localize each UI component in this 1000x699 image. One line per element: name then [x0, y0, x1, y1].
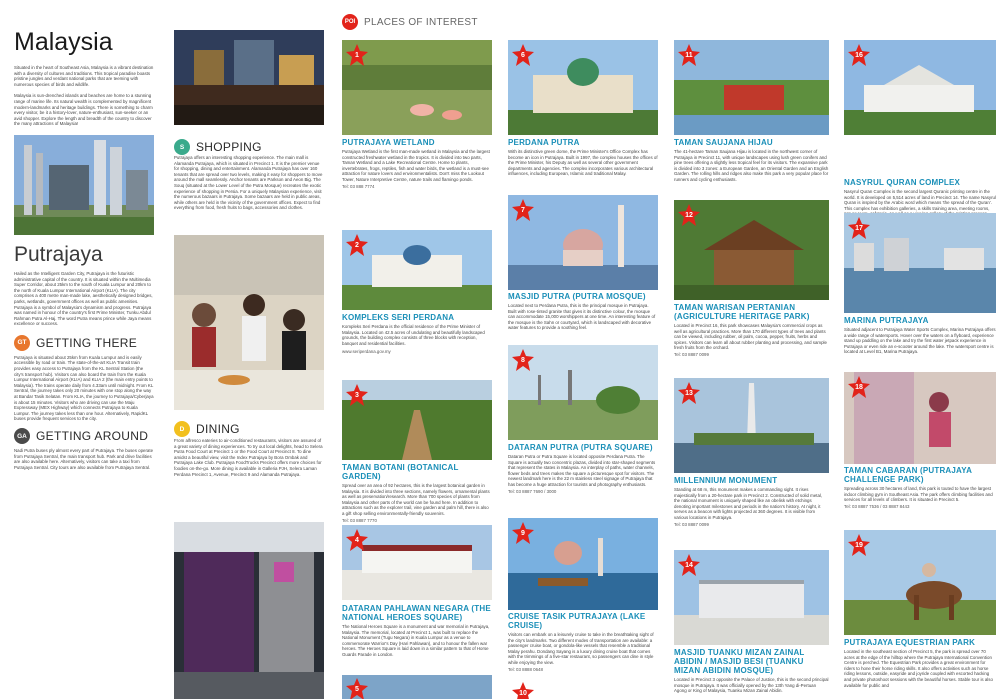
- poi-2-title: KOMPLEKS SERI PERDANA: [342, 313, 455, 322]
- poi-17-text: Situated adjacent to Putrajaya Water Sports Complex, Marina Putrajaya offers a wide range of watersports. Hover over the waters on a flyboard, experience stand up paddling on the lake and try the first water jetpack experience in Putrajaya or even ride an e-scooter around the lake. The watersport centre is located at Level B1, Marina Putrajaya.: [844, 327, 996, 355]
- poi-13: [674, 476, 829, 527]
- dining-photo: [174, 235, 324, 410]
- poi-4: [342, 604, 492, 658]
- poi-18-marker: 18: [848, 376, 870, 398]
- poi-2-text: Kompleks Seri Perdana is the official residence of the Prime Minister of Malaysia. Located on 42.5 acres of undulating and beautifully landscaped grounds, the building complex consists of three blocks with reception, banquet and residential facilities.: [342, 324, 485, 346]
- train-station-photo: [174, 522, 324, 699]
- poi-18-tel: Tel: 03 8887 7536 / 03 8887 8443: [844, 503, 910, 509]
- poi-4-text: The National Heroes Square is a monument and war memorial in Putrajaya, Malaysia. The memorial, located at Precinct 1, was built to replace the National Monument (Tugu Negara) in Kuala Lumpur as a venue to commemorate Warrior's Day (Hari Pahlawan), and to honour the fallen war heroes. The Heroes Square is laid down in a similar pattern to that of Horse Guards Parade in London.: [342, 624, 490, 657]
- dining-text: From alfresco eateries to air-conditioned restaurants, visitors are assured of a great variety of dining experiences. To try out local delights, head to Selera Putra Food Court at Precinct 1 or the Food Court at Precinct 8. To dine amidst a beautiful view, visit the Index Putrajaya by Bora Ombak and Putrajaya Lake Club. Putrajaya FoodTrucks Precinct offers more choices for foodies on-the-go. More dining is available in Galleria PJH, Selera Laman Perdana Precinct 1, Avenue, Precinct 9 and Alamanda Putrajaya.: [174, 438, 323, 477]
- poi-8-title: DATARAN PUTRA (PUTRA SQUARE): [508, 443, 653, 452]
- poi-13-tel: Tel: 03 8887 0099: [674, 521, 709, 527]
- intro-paragraph-1: Situated in the heart of Southeast Asia, Malaysia is a vibrant destination with a diversity of cultures and traditions. This tropical paradise boasts pristine jungles and verdant national parks that are teeming with numerous species of birds and wildlife.: [14, 65, 154, 87]
- poi-12: [674, 303, 829, 357]
- poi-12-marker: 12: [678, 204, 700, 226]
- poi-1-marker: 1: [346, 44, 368, 66]
- twin-towers-photo: [14, 135, 154, 235]
- poi-3-text: Spread over an area of 92 hectares, this is the largest botanical garden in Malaysia. It is divided into three sections, namely flowers, ornamental plants as well as preservation/research. More than 700 species of plants from Malaysia and other parts of the world can be found here. In addition to attractions such as the explorer trail, vine garden and palm hill, there is also a gift shop selling environmentally-friendly souvenirs.: [342, 483, 490, 516]
- poi-9-tel: Tel: 03 8888 0648: [508, 666, 543, 672]
- shopping-title: SHOPPING: [196, 140, 262, 154]
- getting-around-title: GETTING AROUND: [36, 429, 149, 443]
- poi-12-title: TAMAN WARISAN PERTANIAN (AGRICULTURE HERITAGE PARK): [674, 303, 810, 321]
- shopping-dining-column: [170, 0, 330, 699]
- getting-there-badge: GT: [14, 335, 30, 351]
- poi-19: [844, 638, 996, 688]
- poi-6: [508, 138, 658, 177]
- putrajaya-paragraph: Hailed as the Intelligent Garden City, Putrajaya is the futuristic administrative capital of the country. It is situated within the Multimedia Super Corridor, about 25km to the south of Kuala Lumpur and 20km to the north of Kuala Lumpur International Airport (KLIA). The city comprises a 400 metre man-made lake, aesthetically designed bridges, parks, wetlands, government offices as well as public amenities. Putrajaya is a symbol of Malaysia's dynamism and progress. Putrajaya was named in honour of the country's first Prime Minister, Tunku Abdul Rahman Putra Al-Haj. The word Putra means prince while Jaya means excellence or success.: [14, 270, 153, 327]
- poi-7: [508, 292, 658, 331]
- poi-9-text: Visitors can embark on a leisurely cruise to take in the breathtaking sight of the city's landmarks. Two different modes of transportation are available: a passenger cruise boat, or gondola-like vessels that resemble a traditional Malay perahu. Dondang Sayang is a luxury dining cruise boat that comes with the trimmings of a five-star restaurant, so passengers can dine in style while enjoying the view.: [508, 632, 654, 665]
- shopping-header: [174, 139, 262, 155]
- poi-17-marker: 17: [848, 217, 870, 239]
- poi-11: [674, 138, 829, 183]
- poi-16-title: NASYRUL QURAN COMPLEX: [844, 178, 961, 187]
- poi-2-tel: www.seriperdana.gov.my: [342, 349, 391, 355]
- poi-6-marker: 6: [512, 44, 534, 66]
- poi-3: [342, 463, 492, 523]
- poi-11-marker: 11: [678, 44, 700, 66]
- dining-header: [174, 421, 240, 437]
- poi-9: [508, 612, 658, 672]
- poi-3-title: TAMAN BOTANI (BOTANICAL GARDEN): [342, 463, 459, 481]
- poi-19-text: Located in the southeast section of Precinct 5, the park is spread over 70 acres at the edge of the hilltop where the Putrajaya International Convention Centre is perched. The Equestrian Park provides a great environment for riders to hone their horse riding skills. It also offers activities such as horse riding lessons, outside, easyride and joyride coupled with escorted hacking and private photoshoot sessions with the beautiful horses. Stable tour is also available for public and: [844, 649, 993, 688]
- getting-around-header: [14, 428, 154, 444]
- poi-header-title: PLACES OF INTEREST: [364, 16, 478, 28]
- poi-4-marker: 4: [346, 529, 368, 551]
- poi-12-text: Located in Precinct 16, this park showcases Malaysia's commercial crops as well as agricultural practices. More than 170 different types of trees and plants can be viewed, including rubber, oil palm, cocoa, pepper, fruits, herbs and spices. Visitors can learn all about rubber planting and processing, and sample fresh fruits from the orchard.: [674, 323, 827, 351]
- poi-8-text: Dataran Putra or Putra Square is located opposite Perdana Putra. The Square is actually two concentric plazas, divided into star-shaped segments that represent the states in Malaysia. An interplay of paths, water channels, flower beds and trees makes the square a picturesque spot for visitors. The newest landmark here is the 22 m stainless steel signage of Putrajaya that has become a huge attraction for tourists and photography enthusiasts.: [508, 454, 656, 487]
- poi-1-text: Putrajaya Wetland is the first man-made wetland in Malaysia and the largest constructed freshwater wetland in the tropics. It is divided into two parts, Taman Wetland and a Lake Recreational Centre. Home to plants, invertebrates, frogs, reptiles, fish and water birds, the wetland is a must-see attraction for nature lovers and environmentalists. Don't miss the Lookout Tower, Nature Interpretive Centre, nature trails and flamingo ponds.: [342, 149, 490, 182]
- poi-4-title: DATARAN PAHLAWAN NEGARA (THE NATIONAL HEROES SQUARE): [342, 604, 491, 622]
- poi-3-tel: Tel: 03 8887 7770: [342, 517, 377, 523]
- getting-around-text: Nadi Putra buses ply almost every part of Putrajaya. The buses operate from Putrajaya Sentral, the main transport hub. Park and drive facilities are also available here. Alternatively, visitors can take a taxi from Putrajaya Sentral. City tours are also available from Putrajaya Sentral.: [14, 448, 154, 470]
- poi-1-title: PUTRAJAYA WETLAND: [342, 138, 435, 147]
- getting-around-badge: GA: [14, 428, 30, 444]
- poi-7-text: Located next to Perdana Putra, this is the principal mosque in Putrajaya. Built with rose-tinted granite that gives it its distinctive colour, the mosque can accommodate 15,000 worshippers at one time. An interesting feature of the mosque is the Sahn or courtyard, which is landscaped with decorative water features to provide a soothing feel.: [508, 303, 656, 331]
- shopping-badge: S: [174, 139, 190, 155]
- poi-header: [342, 14, 478, 30]
- poi-5-marker: 5: [346, 678, 368, 699]
- poi-12-tel: Tel: 03 8887 0099: [674, 351, 709, 357]
- mall-photo: [174, 30, 324, 125]
- poi-column-1: [338, 0, 498, 699]
- poi-10-marker: 10: [512, 682, 534, 699]
- poi-9-title: CRUISE TASIK PUTRAJAYA (LAKE CRUISE): [508, 612, 646, 630]
- poi-6-text: With its distinctive green dome, the Prime Minister's Office Complex has become an icon in Putrajaya. Built in 1997, the complex houses the offices of the Prime Minister, his Deputy as well as several other government departments and agencies. The complex incorporates various architectural influences, including European, Islamic and traditional Malay.: [508, 149, 658, 177]
- getting-there-header: [14, 335, 154, 351]
- getting-there-title: GETTING THERE: [36, 335, 138, 350]
- poi-6-title: PERDANA PUTRA: [508, 138, 580, 147]
- poi-11-title: TAMAN SAUJANA HIJAU: [674, 138, 773, 147]
- poi-8-tel: Tel: 03 8887 7690 / 3000: [508, 488, 557, 494]
- putrajaya-title: Putrajaya: [14, 242, 103, 266]
- intro-paragraph-2: Malaysia is sun-drenched islands and beaches are home to a stunning range of marine life. Its natural wealth is complemented by magnificent modern-landmarks and heritage buildings. There is something to charm every visitor, be it a history-lover, nature-enthusiast, sun-seeker or an avid shopper. Explore the length and breadth of the country to discover the many attractions of Malaysia!: [14, 93, 153, 127]
- poi-17-title: MARINA PUTRAJAYA: [844, 316, 929, 325]
- poi-7-marker: 7: [512, 199, 534, 221]
- poi-14-text: Located in Precinct 3 opposite the Palace of Justice, this is the second principal mosque in Putrajaya. It was officially opened by the 13th Yang di-Pertuan Agong or King of Malaysia, Tuanku Mizan Zainal Abidin.: [674, 677, 829, 694]
- poi-14-title: MASJID TUANKU MIZAN ZAINAL ABIDIN / MASJID BESI (TUANKU MIZAN ABIDIN MOSQUE): [674, 648, 805, 675]
- poi-1: [342, 138, 492, 189]
- poi-column-4: [840, 0, 1000, 699]
- dining-badge: D: [174, 421, 190, 437]
- poi-16: [844, 178, 996, 217]
- poi-11-text: The 41-hectare Taman Saujana Hijau is located in the northwest corner of Putrajaya in Precinct 11, with unique landscapes using lush green conifers and pine trees offering a slightly less tropical feel for its visitors. The expansive park is divided into 3 zones: a European Garden, an Oriental Garden and an English Garden. The rolling hills and ridges also make this park a very popular place for runners and cycling enthusiasts.: [674, 149, 829, 182]
- poi-badge: POI: [342, 14, 358, 30]
- poi-14-marker: 14: [678, 554, 700, 576]
- poi-14: [674, 648, 829, 694]
- poi-column-3: [670, 0, 835, 699]
- poi-2: [342, 313, 492, 354]
- poi-19-title: PUTRAJAYA EQUESTRIAN PARK: [844, 638, 976, 647]
- poi-16-text: Nasyrul Quran Complex is the second largest Quranic printing centre in the world. It is developed on 5,514 acres of land in Precinct 14. The name Nasyrul Quran is inspired by the Arabic word which means 'the spread of the Quran'. This complex has exhibition galleries, a skills training area, meeting rooms,: [844, 189, 996, 211]
- poi-13-title: MILLENNIUM MONUMENT: [674, 476, 778, 485]
- poi-1-tel: Tel: 03 888 7774: [342, 183, 375, 189]
- poi-column-2: [504, 0, 664, 699]
- poi-18-title: TAMAN CABARAN (PUTRAJAYA CHALLENGE PARK): [844, 466, 972, 484]
- poi-7-title: MASJID PUTRA (PUTRA MOSQUE): [508, 292, 646, 301]
- page-title: Malaysia: [14, 28, 113, 56]
- poi-3-marker: 3: [346, 384, 368, 406]
- poi-9-marker: 9: [512, 522, 534, 544]
- getting-there-text: Putrajaya is situated about 25km from Kuala Lumpur and is easily accessible by road or train. The state-of-the-art KLIA Transit train provides easy access to Putrajaya from the KL Sentral Station (the city's transport hub). Visitors can also board the train from the Kuala Lumpur International Airport (KLIA) and KLIA 2 (the main entry points to Malaysia). The trains operate daily from 4.33am until midnight. From KL Sentral, the journey takes only 20 minutes with one stop along the way at Bandar Tasik Selatan. From KLIA, the journey to Putrajaya/Cyberjaya is about 15 minutes. Visitors who are driving can use the Maju Expressway (MEX Highway) which connects Putrajaya to Kuala Lumpur. The journey takes less than one hour. Alternatively, RapidKL buses provide frequent services to the city.: [14, 354, 154, 422]
- poi-13-text: Standing at 68 m, this monument makes a commanding sight. It rises majestically from a 20-hectare park in Precinct 2. Constructed of solid metal, the national monument is uniquely shaped like an obelisk with etchings denoting important milestones and periods in the nation's history. At night, it serves as a beacon with lights projected at 360 degrees. It is visible from various locations in Putrajaya.: [674, 487, 823, 520]
- poi-8: [508, 443, 658, 494]
- intro-column: [0, 0, 168, 699]
- poi-8-marker: 8: [512, 349, 534, 371]
- poi-18-text: Spreading across 30 hectares of land, this park is touted to have the largest indoor climbing gym in Southeast Asia. The park offers climbing facilities and services for all levels of climbers. It is situated in Precinct 5.: [844, 486, 993, 503]
- poi-2-marker: 2: [346, 234, 368, 256]
- poi-17: [844, 316, 996, 355]
- poi-16-marker: 16: [848, 44, 870, 66]
- poi-13-marker: 13: [678, 382, 700, 404]
- dining-title: DINING: [196, 422, 240, 436]
- shopping-text: Putrajaya offers an interesting shopping experience. The main mall is Alamanda Putrajaya, which is situated in Precinct 1. It is the premier venue for shopping, dining and entertainment. Alamanda Putrajaya has over 160 tenants that are spread over two levels, making it easy for shoppers to move around the mall seamlessly. Anchor tenants are Parkson and Aeon Big. The Souq (situated at the Lower Level of the Putra Mosque) recreates the exotic experience of shopping in Persia. For a uniquely Malaysian experience, visit the numerous bazaars in Putrajaya. Some bazaars are held in public areas, while others are held in the vicinity of the government offices. Expect to find everything from food, fresh fruits to bags, accessories and clothes.: [174, 155, 323, 211]
- poi-19-marker: 19: [848, 534, 870, 556]
- poi-18: [844, 466, 996, 509]
